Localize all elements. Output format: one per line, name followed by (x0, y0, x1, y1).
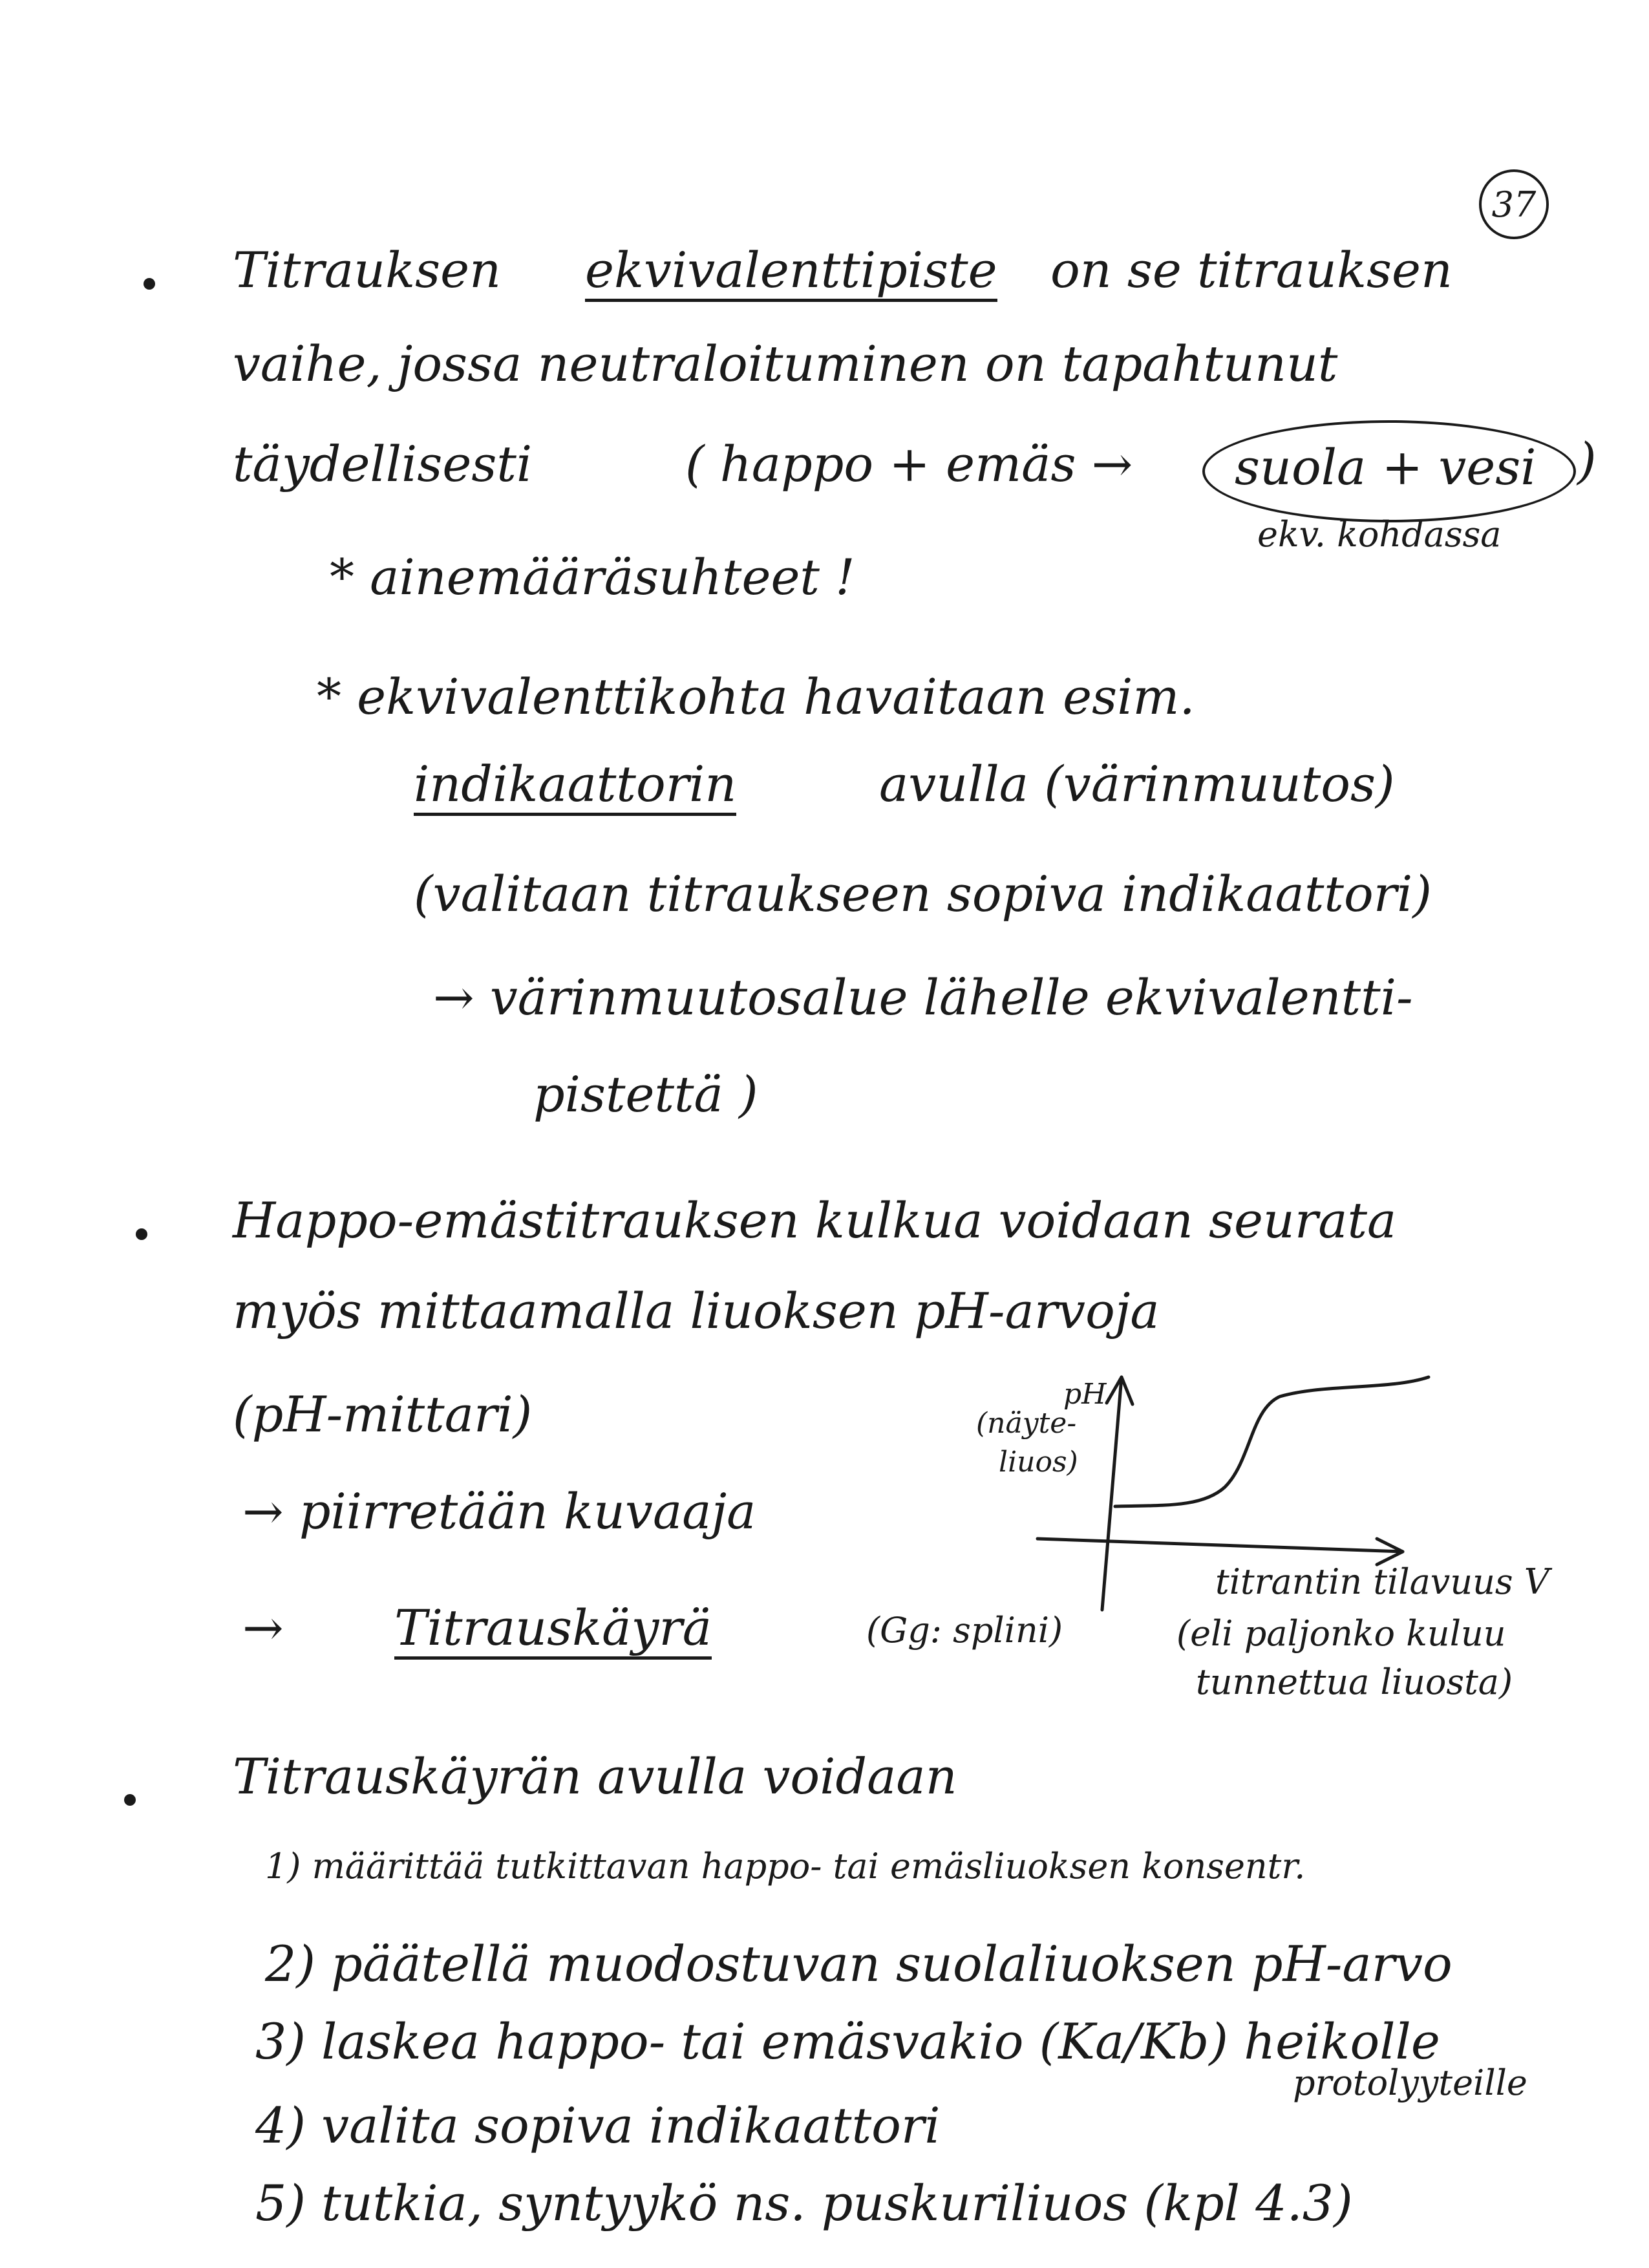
s1-line5-b: avulla (värinmuutos) (879, 755, 1395, 813)
s2-line3: (pH-mittari) (233, 1385, 533, 1443)
s2-line4: → piirretään kuvaaja (242, 1482, 756, 1540)
s1-line3-b: ( happo + emäs → (685, 435, 1133, 493)
s1-line1-c: on se titrauksen (1050, 241, 1452, 299)
s2-line1: Happo-emästitrauksen kulkua voidaan seurata (233, 1192, 1397, 1249)
s3-item-1: 1) määrittää tutkittavan happo- tai emäsliuoksen konsentr. (265, 1846, 1306, 1887)
s1-line3-c: suola + vesi (1235, 438, 1537, 496)
s1-line6: (valitaan titraukseen sopiva indikaattori) (414, 865, 1432, 923)
s1-star-2: * ekvivalenttikohta havaitaan esim. (317, 668, 1195, 725)
s3-item-5: 5) tutkia, syntyykö ns. puskuriliuos (kpl 4.3) (255, 2174, 1353, 2232)
s2-line5-note: (Gg: splini) (866, 1610, 1063, 1651)
s1-star-1: * ainemääräsuhteet ! (330, 548, 855, 606)
graph-note-2: tunnettua liuosta) (1196, 1662, 1513, 1702)
s1-line5-term: indikaattorin (414, 760, 736, 816)
graph-note-1: (eli paljonko kuluu (1176, 1613, 1506, 1654)
s2-line5-arrow: → (242, 1599, 284, 1656)
graph-y-label-3: liuos) (999, 1446, 1078, 1479)
graph-x-label: titrantin tilavuus V (1215, 1561, 1549, 1602)
graph-y-label: pH (1063, 1378, 1107, 1411)
bullet-3 (124, 1794, 136, 1806)
s2-line2: myös mittaamalla liuoksen pH-arvoja (233, 1282, 1160, 1340)
s3-item-4: 4) valita sopiva indikaattori (255, 2097, 941, 2154)
s3-item-3: 3) laskea happo- tai emäsvakio (Ka/Kb) heikolle (255, 2013, 1440, 2070)
page-number: 37 (1479, 169, 1549, 239)
s2-line5-term: Titrauskäyrä (394, 1603, 712, 1660)
s1-line7: → värinmuutosalue lähelle ekvivalentti- (433, 968, 1413, 1026)
s1-line3-d: ) (1577, 432, 1597, 489)
s1-line3-a: täydellisesti (233, 435, 533, 493)
s1-line2: vaihe, jossa neutraloituminen on tapahtunut (233, 335, 1338, 392)
s1-line1-term: ekvivalenttipiste (585, 246, 997, 302)
s3-intro: Titrauskäyrän avulla voidaan (233, 1748, 957, 1805)
s3-item-2: 2) päätellä muodostuvan suolaliuoksen pH-arvo (265, 1935, 1452, 1993)
s1-line3-note: ekv. kohdassa (1257, 514, 1502, 555)
s3-item-3-cont: protolyyteille (1293, 2062, 1527, 2103)
graph-y-label-2: (näyte- (976, 1407, 1077, 1440)
s1-line8: pistettä ) (533, 1065, 758, 1123)
s1-line1-a: Titrauksen (233, 241, 502, 299)
